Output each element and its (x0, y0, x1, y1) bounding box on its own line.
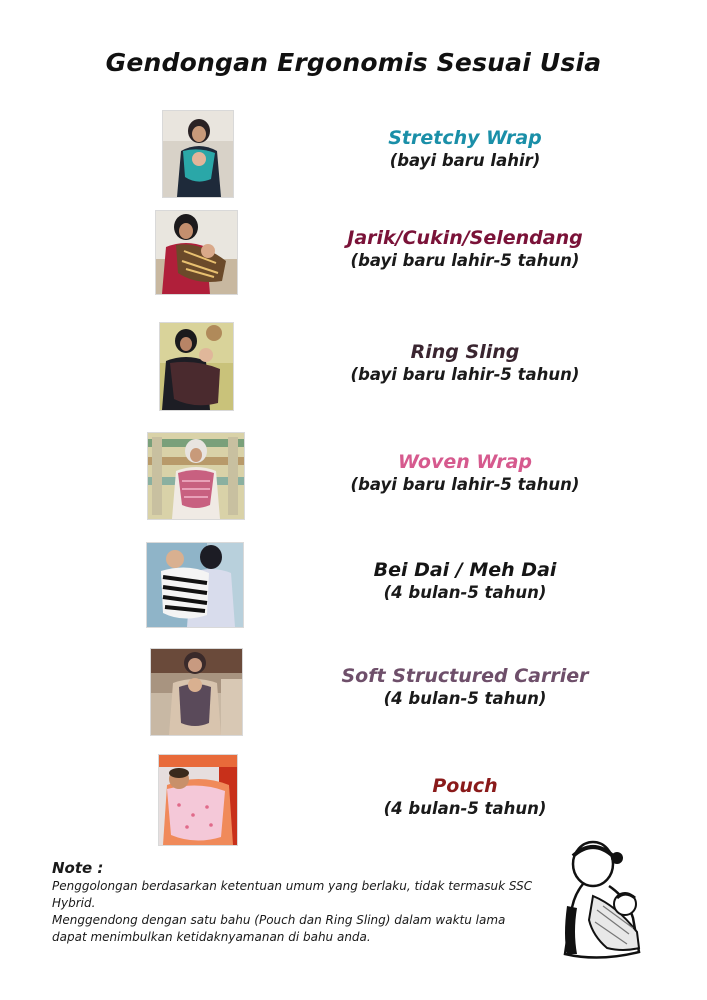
carrier-item-ring-sling (0, 322, 707, 422)
carrier-item-woven-wrap (0, 432, 707, 532)
note-line-2: Menggendong dengan satu bahu (Pouch dan Ring Sling) dalam waktu lama dapat menimbulkan ketidaknyamanan di bahu anda. (52, 913, 506, 944)
carrier-name: Pouch (432, 775, 498, 797)
carrier-label (300, 341, 630, 386)
carrier-age: (4 bulan-5 tahun) (383, 689, 547, 708)
note-line-1: Penggolongan berdasarkan ketentuan umum yang berlaku, tidak termasuk SSC Hybrid. (52, 879, 533, 910)
note-title: Note : (52, 859, 104, 877)
jarik-photo (155, 210, 238, 295)
carrier-name: Bei Dai / Meh Dai (373, 559, 557, 581)
pouch-photo (158, 754, 238, 846)
carrier-label (300, 665, 630, 710)
bei-dai-photo (146, 542, 244, 628)
carrier-label (300, 559, 630, 604)
carrier-age: (4 bulan-5 tahun) (383, 799, 547, 818)
carrier-name: Jarik/Cukin/Selendang (347, 227, 583, 249)
carrier-age: (bayi baru lahir-5 tahun) (350, 475, 580, 494)
carrier-item-stretchy-wrap (0, 108, 707, 208)
carrier-item-bei-dai (0, 542, 707, 642)
ring-sling-photo (159, 322, 234, 411)
carrier-age: (bayi baru lahir-5 tahun) (350, 251, 580, 270)
carrier-item-ssc (0, 648, 707, 748)
carrier-label (300, 227, 630, 272)
carrier-name: Soft Structured Carrier (341, 665, 589, 687)
ssc-photo (150, 648, 243, 736)
carrier-label (300, 127, 630, 172)
carrier-name: Stretchy Wrap (388, 127, 542, 149)
carrier-name: Ring Sling (410, 341, 520, 363)
note-section (52, 858, 542, 946)
carrier-label (300, 775, 630, 820)
carrier-item-jarik (0, 210, 707, 310)
page-title: Gendongan Ergonomis Sesuai Usia (105, 48, 602, 77)
carrier-label (300, 451, 630, 496)
carrier-age: (4 bulan-5 tahun) (383, 583, 547, 602)
carrier-age: (bayi baru lahir-5 tahun) (350, 365, 580, 384)
stretchy-wrap-photo (162, 110, 234, 198)
babywearers-logo (553, 836, 663, 971)
woven-wrap-photo (147, 432, 245, 520)
carrier-age: (bayi baru lahir) (389, 151, 541, 170)
carrier-name: Woven Wrap (397, 451, 533, 473)
